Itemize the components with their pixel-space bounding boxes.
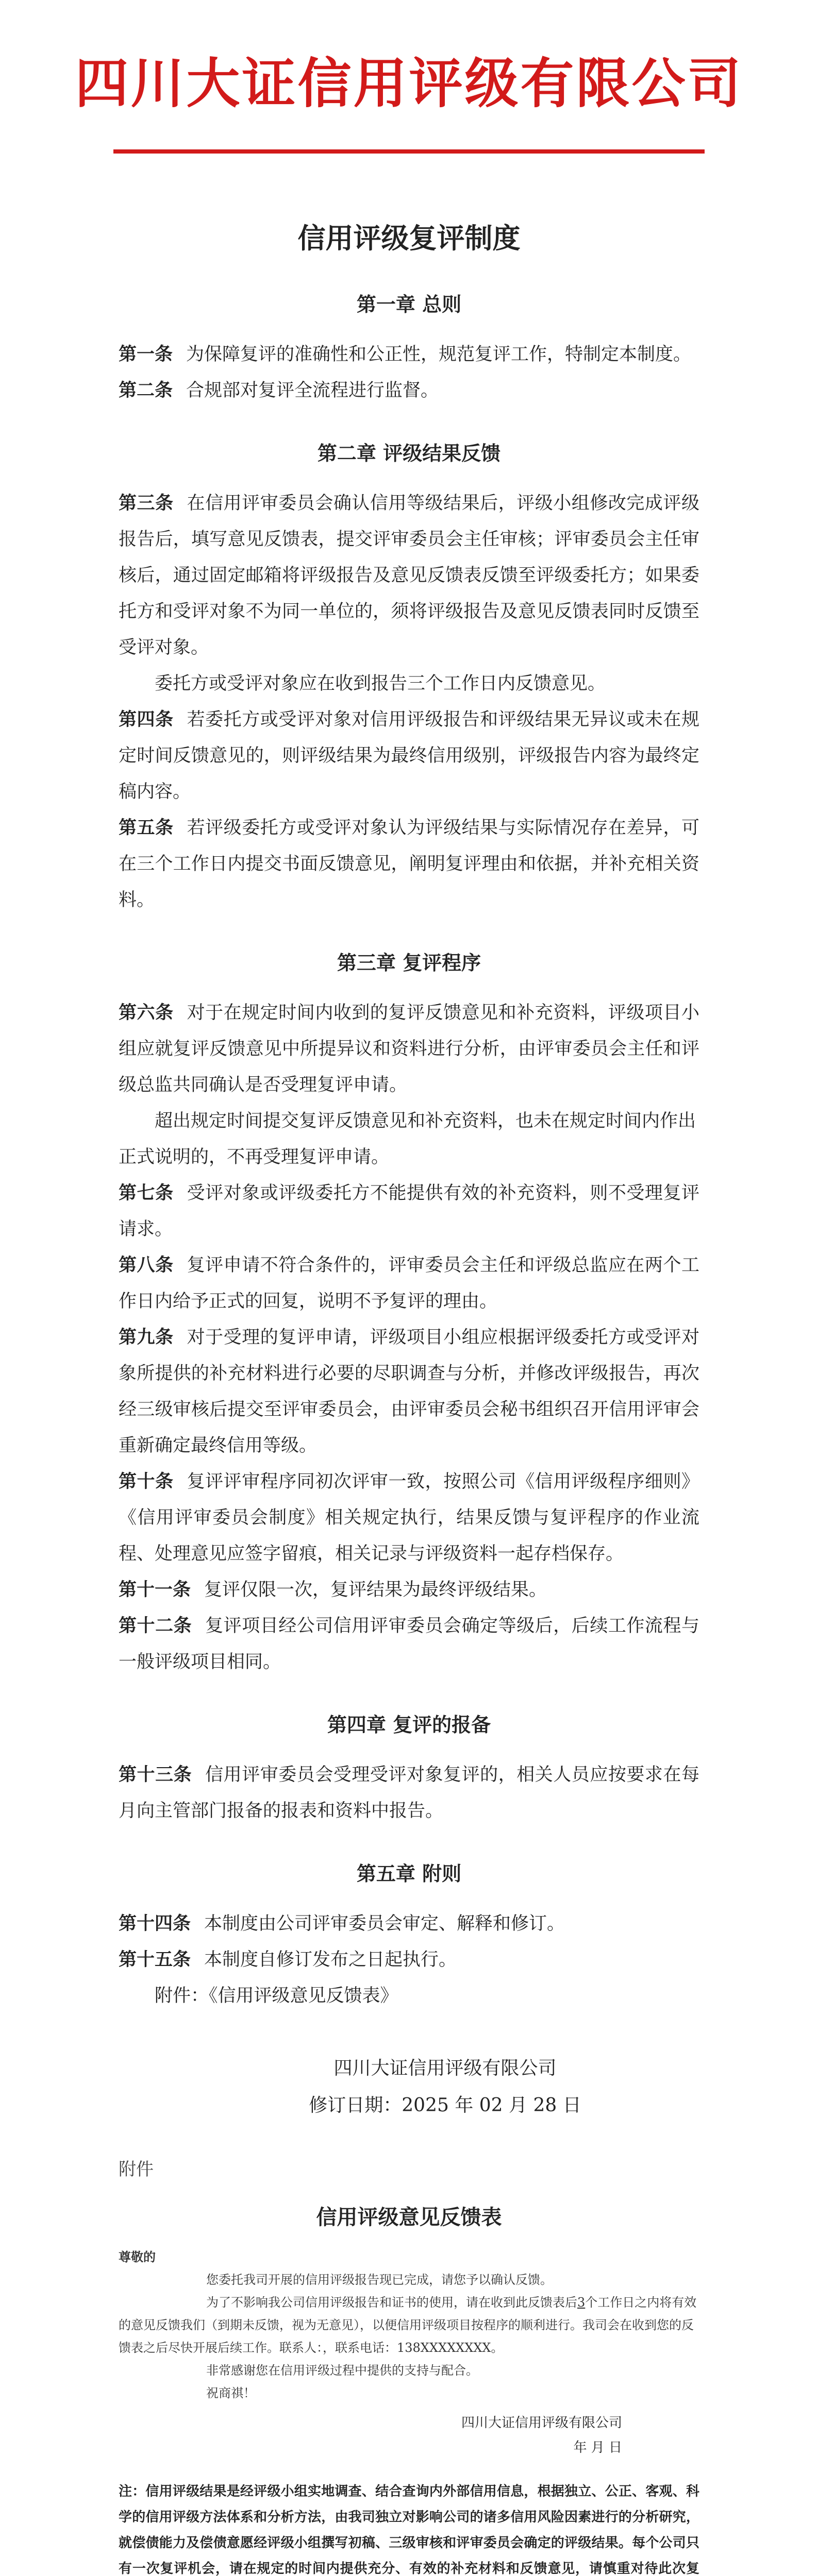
signoff: [119, 2050, 699, 2124]
form-paragraph: 祝商祺！: [206, 2386, 256, 2400]
article-text: 本制度自修订发布之日起执行。: [204, 1950, 457, 1970]
article-number: 第九条: [119, 1327, 174, 1348]
article-text: 复评评审程序同初次评审一致，按照公司《信用评级程序细则》《信用评审委员会制度》相关规定执行，结果反馈与复评程序的作业流程、处理意见应签字留痕，相关记录与评级资料一起存档保存。: [119, 1471, 699, 1564]
article-number: 第十条: [119, 1471, 174, 1492]
appendix-label: 附件: [119, 2159, 154, 2180]
form-note: 注：信用评级结果是经评级小组实地调查、结合查询内外部信用信息，根据独立、公正、客观、科学的信用评级方法体系和分析方法，由我司独立对影响公司的诸多信用风险因素进行的分析研究，就偿债能力及偿债意愿经评级小组撰写初稿、三级审核和评审委员会确定的评级结果。每个公司只有一次复评机会，请在规定的时间内提供充分、有效的补充材料和反馈意见，请慎重对待此次复: [119, 2484, 699, 2576]
article-text: 若评级委托方或受评对象认为评级结果与实际情况存在差异，可在三个工作日内提交书面反馈意见，阐明复评理由和依据，并补充相关资料。: [119, 818, 699, 910]
chapter-title: 第五章 附则: [356, 1862, 462, 1885]
article-number: 第十五条: [119, 1950, 191, 1970]
article-number: 第八条: [119, 1255, 174, 1276]
article-text: 对于受理的复评申请，评级项目小组应根据评级委托方或受评对象所提供的补充材料进行必要的尽职调查与分析，并修改评级报告，再次经三级审核后提交至评审委员会，由评审委员会秘书组织召开信用评审会重新确定最终信用等级。: [119, 1327, 699, 1456]
chapter-title: 第三章 复评程序: [337, 952, 481, 974]
article-number: 第七条: [119, 1183, 174, 1204]
article: [119, 1572, 699, 1608]
paragraph: 超出规定时间提交复评反馈意见和补充资料，也未在规定时间内作出正式说明的，不再受理复评申请。: [119, 1111, 696, 1167]
form-sign-company: 四川大证信用评级有限公司: [461, 2415, 622, 2431]
letterhead: [0, 52, 818, 115]
chapter-title: 第四章 复评的报备: [327, 1714, 491, 1736]
red-divider: [113, 149, 705, 154]
article: [119, 702, 699, 810]
article-text: 在信用评审委员会确认信用等级结果后，评级小组修改完成评级报告后，填写意见反馈表，提交评审委员会主任审核；评审委员会主任审核后，通过固定邮箱将评级报告及意见反馈表反馈至评级委托方；如果委托方和受评对象不为同一单位的，须将评级报告及意见反馈表同时反馈至受评对象。: [119, 493, 699, 658]
article-text: 复评项目经公司信用评审委员会确定等级后，后续工作流程与一般评级项目相同。: [119, 1616, 699, 1672]
article: [119, 1906, 699, 1942]
article: [119, 372, 699, 409]
article-number: 第一条: [119, 344, 173, 365]
article-number: 第四条: [119, 709, 174, 730]
article-number: 第五条: [119, 818, 174, 838]
form-paragraph: 非常感谢您在信用评级过程中提供的支持与配合。: [206, 2363, 478, 2378]
article: [119, 485, 699, 666]
form-signature: [119, 2411, 699, 2460]
article-number: 第三条: [119, 493, 174, 514]
form-sign-date: 年 月 日: [573, 2440, 622, 2455]
attachment-reference: 附件：《信用评级意见反馈表》: [155, 1986, 398, 2006]
chapter-title: 第二章 评级结果反馈: [317, 442, 501, 465]
form-paragraph: 为了不影响我公司信用评级报告和证书的使用，请在收到此反馈表后3个工作日之内将有效的意见反馈我们（到期未反馈，视为无意见），以便信用评级项目按程序的顺利进行。我司会在收到您的反馈表之后尽快开展后续工作。联系人：，联系电话：138XXXXXXXX。: [119, 2295, 697, 2355]
article: [119, 1175, 699, 1247]
chapter-title: 第一章 总则: [356, 293, 462, 316]
document-title: 信用评级复评制度: [297, 222, 521, 255]
document-body: [119, 289, 699, 2576]
article-text: 复评仅限一次，复评结果为最终评级结果。: [204, 1580, 547, 1600]
article-number: 第十三条: [119, 1765, 192, 1785]
article-text: 复评申请不符合条件的，评审委员会主任和评级总监应在两个工作日内给予正式的回复，说明不予复评的理由。: [119, 1255, 699, 1312]
article-text: 信用评审委员会受理受评对象复评的，相关人员应按要求在每月向主管部门报备的报表和资料中报告。: [119, 1765, 699, 1821]
article: [119, 1319, 699, 1464]
article-text: 若委托方或受评对象对信用评级报告和评级结果无异议或未在规定时间反馈意见的，则评级结果为最终信用级别，评级报告内容为最终定稿内容。: [119, 709, 699, 802]
article: [119, 1942, 699, 1978]
article-number: 第十一条: [119, 1580, 191, 1600]
article-number: 第十二条: [119, 1616, 192, 1636]
revision-date: 修订日期：2025 年 02 月 28 日: [309, 2095, 581, 2116]
article: [119, 995, 699, 1103]
article: [119, 1608, 699, 1680]
article: [119, 1757, 699, 1829]
signoff-company: 四川大证信用评级有限公司: [333, 2058, 557, 2079]
company-name: 四川大证信用评级有限公司: [75, 52, 743, 115]
form-title: 信用评级意见反馈表: [316, 2206, 502, 2229]
article-number: 第六条: [119, 1003, 174, 1023]
article-text: 本制度由公司评审委员会审定、解释和修订。: [204, 1913, 565, 1934]
article-number: 第十四条: [119, 1913, 191, 1934]
article: [119, 1464, 699, 1572]
form-paragraph: 您委托我司开展的信用评级报告现已完成，请您予以确认反馈。: [206, 2273, 553, 2287]
article: [119, 1247, 699, 1319]
article-number: 第二条: [119, 380, 173, 401]
form-greeting: 尊敬的: [119, 2249, 156, 2264]
paragraph: 委托方或受评对象应在收到报告三个工作日内反馈意见。: [155, 673, 606, 694]
article-text: 为保障复评的准确性和公正性，规范复评工作，特制定本制度。: [186, 344, 692, 365]
article-text: 受评对象或评级委托方不能提供有效的补充资料，则不受理复评请求。: [119, 1183, 699, 1240]
article-text: 对于在规定时间内收到的复评反馈意见和补充资料，评级项目小组应就复评反馈意见中所提异议和资料进行分析，由评审委员会主任和评级总监共同确认是否受理复评申请。: [119, 1003, 699, 1095]
article: [119, 336, 699, 372]
article-text: 合规部对复评全流程进行监督。: [186, 380, 439, 401]
article: [119, 810, 699, 918]
